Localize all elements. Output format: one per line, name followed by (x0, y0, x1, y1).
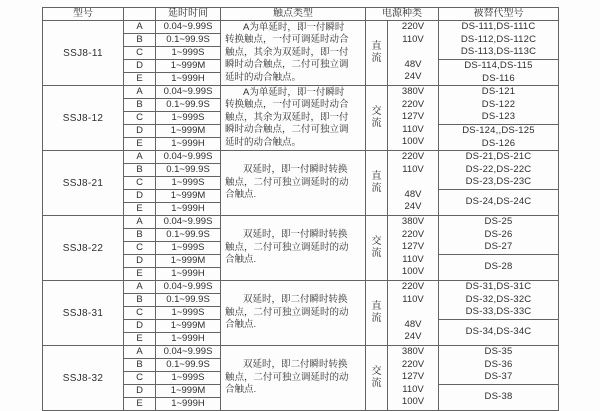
replaced-models-bottom-cell (439, 255, 559, 281)
variant-letter: C (124, 177, 156, 190)
voltage-value: 110V (402, 253, 424, 265)
model-cell: SSJ8-32 (43, 346, 124, 411)
variant-letter: B (124, 99, 156, 112)
header-delay: 延时时间 (156, 8, 221, 21)
table-row (43, 21, 559, 34)
header-replaced: 被替代型号 (439, 8, 559, 21)
replaced-model: DS-28 (484, 261, 513, 273)
delay-range: 1~999H (156, 333, 221, 346)
replaced-models-top-cell (439, 216, 559, 255)
variant-letter: C (124, 112, 156, 125)
variant-letter: C (124, 242, 156, 255)
replaced-models-bottom-cell (439, 125, 559, 151)
delay-range: 0.1~99.9S (156, 34, 221, 47)
delay-range: 1~999M (156, 255, 221, 268)
voltage-value: 110V (402, 33, 424, 45)
delay-range: 0.1~99.9S (156, 359, 221, 372)
delay-range: 0.1~99.9S (156, 99, 221, 112)
delay-range: 1~999M (156, 385, 221, 398)
variant-letter: E (124, 333, 156, 346)
delay-range: 0.04~9.99S (156, 86, 221, 99)
contact-text-line: A为单延时，即一付瞬时 (243, 21, 345, 33)
delay-range: 1~999S (156, 372, 221, 385)
replaced-model: DS-124,,DS-125 (462, 125, 535, 136)
model-cell: SSJ8-31 (43, 281, 124, 346)
contact-type-cell (221, 86, 366, 151)
contact-type-cell (221, 151, 366, 216)
voltage-cell (388, 21, 439, 86)
current-type-char: 流 (371, 183, 382, 194)
contact-text-line: 双延时，即一付瞬时转换 (243, 229, 348, 241)
replaced-models-bottom-cell (439, 60, 559, 86)
variant-letter: A (124, 346, 156, 359)
delay-range: 0.1~99.9S (156, 229, 221, 242)
model-section-ssj8-31 (43, 281, 559, 346)
variant-letter: D (124, 125, 156, 138)
variant-letter: B (124, 164, 156, 177)
replaced-model: DS-121 (481, 86, 516, 98)
model-section-ssj8-32 (43, 346, 559, 411)
delay-range: 1~999M (156, 60, 221, 73)
variant-letter: B (124, 294, 156, 307)
variant-letter: D (124, 255, 156, 268)
replaced-model: DS-33,DS-33C (465, 306, 532, 318)
table-row (43, 281, 559, 294)
voltage-value: 220V (401, 98, 425, 110)
voltage-cell (388, 151, 439, 216)
header-variant (124, 8, 156, 21)
voltage-value: 220V (401, 151, 425, 162)
contact-text-line: 触点，其余为双延时，即一付 (225, 46, 349, 58)
current-type-cell (366, 86, 388, 151)
voltage-value: 100V (401, 396, 425, 408)
header-model: 型号 (43, 8, 124, 21)
voltage-cell (388, 86, 439, 151)
voltage-value: 220V (401, 21, 425, 32)
contact-text-line: 双延时，即二付瞬时转换 (243, 294, 348, 306)
delay-range: 1~999S (156, 177, 221, 190)
replaced-model: DS-34,DS-34C (465, 326, 532, 338)
replaced-model: DS-26 (484, 228, 513, 240)
model-cell: SSJ8-12 (43, 86, 124, 151)
voltage-value: 127V (401, 241, 425, 253)
replaced-model: DS-112,DS-112C (460, 33, 537, 45)
contact-text-line: 延时的动合触点。 (225, 71, 302, 83)
current-type-char: 交 (371, 366, 382, 377)
contact-text-line: 合触点. (225, 384, 257, 396)
contact-text-line: 合触点. (225, 189, 257, 201)
current-type-char: 流 (371, 378, 382, 389)
replaced-model: DS-24,DS-24C (465, 196, 532, 208)
replaced-models-top-cell (439, 281, 559, 320)
voltage-value: 220V (401, 358, 425, 370)
delay-range: 0.1~99.9S (156, 164, 221, 177)
current-type-cell (366, 346, 388, 411)
replaced-model: DS-116 (482, 72, 515, 84)
variant-letter: D (124, 320, 156, 333)
replaced-model: DS-36 (484, 358, 513, 370)
current-type-char: 直 (371, 171, 382, 182)
variant-letter: E (124, 268, 156, 281)
variant-letter: D (124, 190, 156, 203)
delay-range: 1~999H (156, 268, 221, 281)
voltage-value: 110V (402, 163, 424, 175)
current-type-char: 直 (371, 301, 382, 312)
model-section-ssj8-22 (43, 216, 559, 281)
variant-letter: C (124, 372, 156, 385)
contact-type-cell (221, 346, 366, 411)
replaced-models-bottom-cell (439, 385, 559, 411)
model-cell: SSJ8-11 (43, 21, 124, 86)
table-row (43, 216, 559, 229)
variant-letter: B (124, 34, 156, 47)
contact-text-line: 触点，二付可独立调延时的动 (225, 371, 349, 383)
model-cell: SSJ8-22 (43, 216, 124, 281)
replaced-model: DS-31,DS-31C (465, 281, 532, 293)
voltage-value: 127V (401, 111, 425, 123)
current-type-char: 流 (371, 118, 382, 129)
contact-text-line: 双延时，即二付瞬时转换 (243, 359, 348, 371)
current-type-char: 直 (371, 41, 382, 52)
delay-range: 1~999S (156, 112, 221, 125)
contact-text-line: 触点，二付可独立调延时的动 (225, 306, 349, 318)
variant-letter: A (124, 281, 156, 294)
voltage-value (388, 306, 438, 319)
model-section-ssj8-12 (43, 86, 559, 151)
voltage-value: 48V (404, 188, 422, 200)
replaced-model: DS-111,DS-111C (461, 21, 536, 33)
replaced-model: DS-35 (484, 346, 513, 358)
delay-range: 0.04~9.99S (156, 346, 221, 359)
delay-range: 1~999H (156, 398, 221, 411)
delay-range: 1~999H (156, 138, 221, 151)
table-row (43, 86, 559, 99)
voltage-value (388, 46, 438, 59)
delay-range: 1~999M (156, 320, 221, 333)
replaced-model: DS-32,DS-32C (465, 293, 532, 305)
voltage-value: 48V (404, 58, 422, 70)
variant-letter: E (124, 73, 156, 86)
relay-spec-table (42, 7, 559, 411)
variant-letter: E (124, 138, 156, 151)
delay-range: 1~999S (156, 47, 221, 60)
variant-letter: C (124, 47, 156, 60)
delay-range: 1~999M (156, 190, 221, 203)
replaced-model: DS-25 (484, 216, 513, 228)
contact-text-line: 双延时，即一付瞬时转换 (243, 164, 348, 176)
table-row (43, 151, 559, 164)
current-type-char: 流 (371, 248, 382, 259)
table-header-row (43, 8, 559, 21)
replaced-model: DS-21,DS-21C (465, 151, 532, 163)
variant-letter: A (124, 151, 156, 164)
replaced-model: DS-22,DS-22C (465, 163, 532, 175)
voltage-value: 24V (404, 331, 422, 343)
variant-letter: A (124, 21, 156, 34)
variant-letter: A (124, 216, 156, 229)
variant-letter: C (124, 307, 156, 320)
model-section-ssj8-11 (43, 21, 559, 86)
current-type-char: 交 (371, 236, 382, 247)
contact-text-line: 合触点. (225, 319, 257, 331)
current-type-cell (366, 216, 388, 281)
model-cell: SSJ8-21 (43, 151, 124, 216)
replaced-models-top-cell (439, 21, 559, 60)
voltage-value: 110V (402, 123, 424, 135)
variant-letter: D (124, 60, 156, 73)
delay-range: 0.04~9.99S (156, 216, 221, 229)
contact-text-line: 转换触点，一付可调延时动合 (225, 34, 349, 46)
replaced-models-top-cell (439, 151, 559, 190)
voltage-value: 100V (401, 136, 425, 148)
replaced-models-bottom-cell (439, 320, 559, 346)
voltage-value: 220V (401, 281, 425, 292)
replaced-models-bottom-cell (439, 190, 559, 216)
replaced-model: DS-113,DS-113C (460, 46, 537, 58)
delay-range: 1~999H (156, 73, 221, 86)
replaced-model: DS-126 (481, 137, 516, 149)
variant-letter: B (124, 359, 156, 372)
table-row (43, 346, 559, 359)
contact-text-line: 瞬时动合触点，二付可独立调 (225, 124, 349, 136)
replaced-model: DS-23,DS-23C (465, 176, 532, 188)
contact-text-line: 瞬时动合触点，二付可独立调 (225, 59, 349, 71)
voltage-value: 24V (404, 71, 422, 83)
contact-type-cell (221, 21, 366, 86)
replaced-model: DS-38 (484, 391, 513, 403)
replaced-model: DS-123 (481, 111, 516, 123)
voltage-value: 380V (401, 216, 425, 227)
current-type-cell (366, 21, 388, 86)
current-type-cell (366, 281, 388, 346)
header-power: 电源种类 (366, 8, 439, 21)
contact-text-line: A为单延时，即一付瞬时 (243, 86, 345, 98)
voltage-value: 380V (401, 346, 425, 357)
voltage-value (388, 176, 438, 189)
variant-letter: B (124, 229, 156, 242)
current-type-char: 流 (371, 313, 382, 324)
variant-letter: E (124, 398, 156, 411)
contact-text-line: 转换触点，一付可调延时动合 (225, 99, 349, 111)
voltage-value: 220V (401, 228, 425, 240)
variant-letter: A (124, 86, 156, 99)
voltage-cell (388, 346, 439, 411)
header-contact: 触点类型 (221, 8, 366, 21)
delay-range: 0.04~9.99S (156, 281, 221, 294)
delay-range: 1~999H (156, 203, 221, 216)
delay-range: 1~999S (156, 307, 221, 320)
voltage-cell (388, 216, 439, 281)
voltage-cell (388, 281, 439, 346)
contact-text-line: 触点，二付可独立调延时的动 (225, 176, 349, 188)
voltage-value: 127V (401, 371, 425, 383)
voltage-value: 24V (404, 201, 422, 213)
replaced-model: DS-37 (484, 371, 513, 383)
voltage-value: 110V (402, 383, 424, 395)
current-type-char: 流 (371, 53, 382, 64)
replaced-models-top-cell (439, 86, 559, 125)
voltage-value: 48V (404, 318, 422, 330)
voltage-value: 380V (401, 86, 425, 97)
delay-range: 0.04~9.99S (156, 21, 221, 34)
delay-range: 1~999M (156, 125, 221, 138)
current-type-cell (366, 151, 388, 216)
delay-range: 0.04~9.99S (156, 151, 221, 164)
contact-text-line: 触点，二付可独立调延时的动 (225, 241, 349, 253)
variant-letter: D (124, 385, 156, 398)
voltage-value: 100V (401, 266, 425, 278)
delay-range: 0.1~99.9S (156, 294, 221, 307)
replaced-models-top-cell (439, 346, 559, 385)
contact-type-cell (221, 281, 366, 346)
replaced-model: DS-122 (481, 98, 516, 110)
delay-range: 1~999S (156, 242, 221, 255)
contact-text-line: 触点，其余为双延时，即一付 (225, 111, 349, 123)
model-section-ssj8-21 (43, 151, 559, 216)
current-type-char: 交 (371, 106, 382, 117)
voltage-value: 110V (402, 293, 424, 305)
contact-text-line: 延时的动合触点。 (225, 136, 302, 148)
contact-text-line: 合触点. (225, 254, 257, 266)
contact-type-cell (221, 216, 366, 281)
replaced-model: DS-27 (484, 241, 513, 253)
variant-letter: E (124, 203, 156, 216)
replaced-model: DS-114,DS-115 (464, 60, 533, 71)
